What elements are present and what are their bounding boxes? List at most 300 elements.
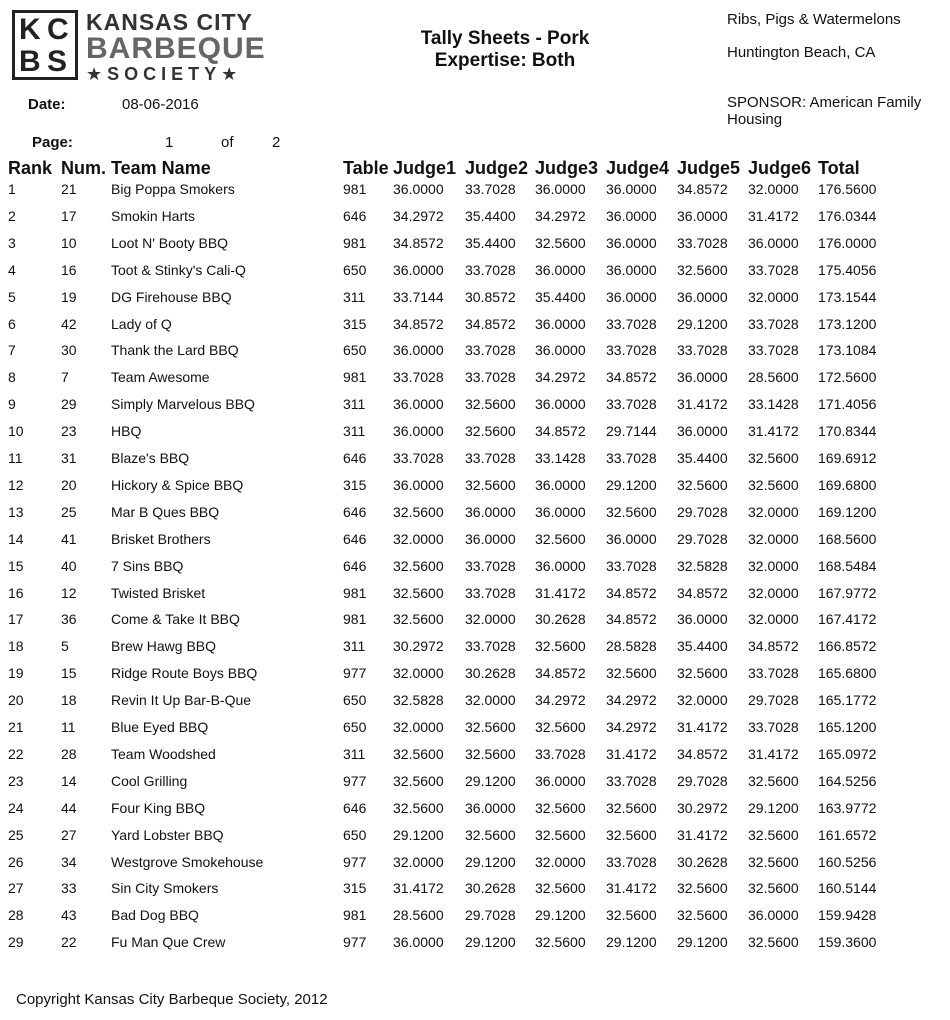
event-sponsor: SPONSOR: American Family Housing (727, 94, 922, 128)
cell-rank: 26 (8, 854, 24, 870)
cell-total: 173.1084 (818, 342, 877, 358)
cell-judge5: 35.4400 (677, 450, 728, 466)
cell-judge3: 32.5600 (535, 827, 586, 843)
cell-judge4: 29.1200 (606, 477, 657, 493)
cell-team-name: Smokin Harts (111, 208, 196, 224)
cell-judge2: 32.5600 (465, 719, 516, 735)
cell-judge4: 36.0000 (606, 289, 657, 305)
cell-team-name: Cool Grilling (111, 773, 188, 789)
column-header-judge1: Judge1 (393, 158, 457, 178)
cell-table: 646 (343, 800, 367, 816)
cell-judge6: 32.5600 (748, 477, 799, 493)
logo-line-society: ★SOCIETY★ (86, 64, 243, 84)
cell-judge3: 34.2972 (535, 208, 586, 224)
cell-judge5: 29.1200 (677, 316, 728, 332)
cell-num: 23 (61, 423, 77, 439)
cell-rank: 21 (8, 719, 24, 735)
cell-table: 650 (343, 719, 367, 735)
logo-line-kansas-city: KANSAS CITY (86, 9, 253, 35)
cell-judge3: 36.0000 (535, 477, 586, 493)
cell-table: 981 (343, 585, 367, 601)
cell-team-name: Twisted Brisket (111, 585, 206, 601)
cell-judge6: 32.0000 (748, 531, 799, 547)
cell-judge2: 30.8572 (465, 289, 516, 305)
cell-judge5: 31.4172 (677, 719, 728, 735)
cell-table: 646 (343, 450, 367, 466)
cell-rank: 5 (8, 289, 16, 305)
cell-judge1: 36.0000 (393, 934, 444, 950)
cell-judge5: 30.2628 (677, 854, 728, 870)
cell-team-name: Brisket Brothers (111, 531, 211, 547)
cell-total: 176.0000 (818, 235, 877, 251)
report-title-line1: Tally Sheets - Pork (420, 28, 590, 49)
cell-team-name: DG Firehouse BBQ (111, 289, 232, 305)
cell-judge3: 36.0000 (535, 181, 586, 197)
cell-judge1: 32.0000 (393, 531, 444, 547)
cell-num: 31 (61, 450, 77, 466)
cell-table: 311 (343, 289, 366, 305)
logo-letter-k: K (19, 13, 41, 46)
cell-judge5: 31.4172 (677, 396, 728, 412)
cell-judge2: 30.2628 (465, 880, 516, 896)
cell-judge5: 29.1200 (677, 934, 728, 950)
cell-judge1: 31.4172 (393, 880, 444, 896)
cell-rank: 22 (8, 746, 24, 762)
cell-judge6: 32.5600 (748, 880, 799, 896)
kcbs-logo-mark (12, 10, 78, 80)
cell-num: 7 (61, 369, 69, 385)
page-total: 2 (272, 134, 281, 151)
cell-judge5: 36.0000 (677, 289, 728, 305)
cell-judge3: 36.0000 (535, 342, 586, 358)
cell-judge1: 32.5600 (393, 746, 444, 762)
report-title (390, 28, 620, 72)
cell-judge5: 34.8572 (677, 585, 728, 601)
cell-judge3: 34.8572 (535, 665, 586, 681)
cell-judge2: 29.7028 (465, 907, 516, 923)
cell-judge3: 32.0000 (535, 854, 586, 870)
cell-judge5: 32.5600 (677, 665, 728, 681)
cell-num: 12 (61, 585, 77, 601)
column-header-judge6: Judge6 (748, 158, 812, 178)
cell-total: 167.9772 (818, 585, 877, 601)
cell-judge2: 33.7028 (465, 558, 516, 574)
cell-rank: 8 (8, 369, 16, 385)
cell-judge5: 36.0000 (677, 208, 728, 224)
cell-judge2: 33.7028 (465, 585, 516, 601)
cell-judge2: 32.0000 (465, 611, 516, 627)
cell-num: 5 (61, 638, 69, 654)
cell-table: 977 (343, 934, 367, 950)
kcbs-logo (12, 10, 282, 85)
cell-judge5: 34.8572 (677, 746, 728, 762)
cell-rank: 23 (8, 773, 24, 789)
cell-judge2: 32.5600 (465, 396, 516, 412)
column-header-total: Total (818, 158, 860, 178)
cell-judge4: 36.0000 (606, 235, 657, 251)
cell-num: 11 (61, 719, 76, 735)
cell-total: 160.5256 (818, 854, 877, 870)
cell-judge5: 32.5828 (677, 558, 728, 574)
cell-table: 650 (343, 827, 367, 843)
cell-total: 167.4172 (818, 611, 877, 627)
cell-rank: 3 (8, 235, 16, 251)
cell-judge1: 32.0000 (393, 665, 444, 681)
cell-judge1: 34.8572 (393, 316, 444, 332)
cell-judge4: 34.8572 (606, 611, 657, 627)
cell-judge1: 36.0000 (393, 423, 444, 439)
cell-judge2: 35.4400 (465, 208, 516, 224)
cell-total: 169.1200 (818, 504, 877, 520)
cell-team-name: Team Awesome (111, 369, 210, 385)
cell-table: 981 (343, 369, 367, 385)
cell-judge3: 36.0000 (535, 396, 586, 412)
cell-judge5: 32.0000 (677, 692, 728, 708)
cell-num: 28 (61, 746, 77, 762)
cell-judge5: 29.7028 (677, 531, 728, 547)
cell-total: 159.3600 (818, 934, 877, 950)
cell-judge6: 34.8572 (748, 638, 799, 654)
cell-num: 10 (61, 235, 77, 251)
cell-num: 20 (61, 477, 77, 493)
cell-rank: 14 (8, 531, 24, 547)
cell-team-name: Bad Dog BBQ (111, 907, 199, 923)
cell-table: 981 (343, 611, 367, 627)
cell-judge5: 31.4172 (677, 827, 728, 843)
cell-judge3: 32.5600 (535, 880, 586, 896)
column-header-judge2: Judge2 (465, 158, 529, 178)
kcbs-logo-wordmark (86, 10, 266, 84)
cell-judge2: 30.2628 (465, 665, 516, 681)
cell-judge5: 29.7028 (677, 773, 728, 789)
cell-team-name: Thank the Lard BBQ (111, 342, 239, 358)
cell-team-name: Blaze's BBQ (111, 450, 190, 466)
cell-judge2: 32.5600 (465, 746, 516, 762)
cell-table: 311 (343, 746, 366, 762)
cell-rank: 13 (8, 504, 24, 520)
cell-rank: 24 (8, 800, 24, 816)
cell-table: 311 (343, 423, 366, 439)
cell-num: 33 (61, 880, 77, 896)
logo-letter-c: C (47, 13, 69, 46)
cell-table: 981 (343, 181, 367, 197)
logo-letter-s: S (47, 45, 68, 78)
cell-total: 160.5144 (818, 880, 877, 896)
cell-team-name: Hickory & Spice BBQ (111, 477, 244, 493)
cell-judge1: 33.7028 (393, 450, 444, 466)
cell-judge5: 33.7028 (677, 342, 728, 358)
cell-judge4: 34.2972 (606, 719, 657, 735)
cell-judge3: 35.4400 (535, 289, 586, 305)
cell-judge3: 32.5600 (535, 531, 586, 547)
cell-rank: 1 (8, 181, 16, 197)
cell-judge4: 36.0000 (606, 531, 657, 547)
cell-judge6: 28.5600 (748, 369, 799, 385)
cell-judge3: 32.5600 (535, 800, 586, 816)
cell-judge1: 32.5600 (393, 585, 444, 601)
cell-judge1: 32.0000 (393, 719, 444, 735)
cell-judge4: 32.5600 (606, 827, 657, 843)
cell-judge4: 31.4172 (606, 880, 657, 896)
cell-total: 163.9772 (818, 800, 877, 816)
cell-judge6: 33.7028 (748, 262, 799, 278)
cell-judge1: 30.2972 (393, 638, 444, 654)
cell-judge6: 32.0000 (748, 611, 799, 627)
cell-judge1: 32.5600 (393, 558, 444, 574)
cell-rank: 7 (8, 342, 16, 358)
cell-team-name: Come & Take It BBQ (111, 611, 240, 627)
cell-judge6: 32.0000 (748, 289, 799, 305)
cell-judge4: 33.7028 (606, 854, 657, 870)
cell-judge3: 36.0000 (535, 558, 586, 574)
cell-rank: 2 (8, 208, 16, 224)
cell-num: 42 (61, 316, 77, 332)
cell-total: 161.6572 (818, 827, 877, 843)
cell-table: 315 (343, 316, 367, 332)
cell-judge4: 29.1200 (606, 934, 657, 950)
cell-num: 34 (61, 854, 77, 870)
cell-judge2: 29.1200 (465, 854, 516, 870)
cell-judge1: 32.5600 (393, 504, 444, 520)
cell-judge2: 33.7028 (465, 638, 516, 654)
cell-table: 311 (343, 638, 366, 654)
cell-judge5: 32.5600 (677, 880, 728, 896)
cell-judge4: 36.0000 (606, 262, 657, 278)
cell-judge6: 31.4172 (748, 423, 799, 439)
cell-rank: 10 (8, 423, 24, 439)
cell-judge4: 32.5600 (606, 800, 657, 816)
cell-total: 175.4056 (818, 262, 877, 278)
cell-num: 41 (61, 531, 77, 547)
date-label: Date: (28, 96, 66, 113)
cell-judge6: 36.0000 (748, 907, 799, 923)
cell-total: 159.9428 (818, 907, 877, 923)
cell-num: 16 (61, 262, 77, 278)
cell-judge6: 33.7028 (748, 719, 799, 735)
cell-judge2: 32.0000 (465, 692, 516, 708)
cell-total: 168.5600 (818, 531, 877, 547)
cell-judge4: 29.7144 (606, 423, 657, 439)
page-of: of (221, 134, 234, 151)
cell-total: 165.1772 (818, 692, 877, 708)
column-header-judge4: Judge4 (606, 158, 670, 178)
cell-judge6: 32.5600 (748, 773, 799, 789)
column-header-judge3: Judge3 (535, 158, 599, 178)
cell-table: 315 (343, 880, 367, 896)
cell-rank: 28 (8, 907, 24, 923)
cell-total: 165.0972 (818, 746, 877, 762)
cell-total: 173.1544 (818, 289, 877, 305)
cell-num: 14 (61, 773, 77, 789)
cell-rank: 6 (8, 316, 16, 332)
cell-judge6: 33.7028 (748, 342, 799, 358)
cell-judge4: 28.5828 (606, 638, 657, 654)
cell-table: 315 (343, 477, 367, 493)
cell-total: 169.6912 (818, 450, 877, 466)
cell-judge3: 34.2972 (535, 369, 586, 385)
cell-judge5: 30.2972 (677, 800, 728, 816)
cell-judge6: 32.5600 (748, 450, 799, 466)
cell-rank: 12 (8, 477, 24, 493)
cell-rank: 25 (8, 827, 24, 843)
column-header-rank: Rank (8, 158, 53, 178)
cell-judge2: 36.0000 (465, 800, 516, 816)
cell-rank: 27 (8, 880, 24, 896)
cell-judge2: 29.1200 (465, 773, 516, 789)
cell-judge6: 33.7028 (748, 665, 799, 681)
cell-judge2: 32.5600 (465, 477, 516, 493)
cell-total: 173.1200 (818, 316, 877, 332)
cell-judge6: 32.0000 (748, 181, 799, 197)
column-header-judge5: Judge5 (677, 158, 741, 178)
cell-judge2: 34.8572 (465, 316, 516, 332)
cell-judge1: 32.5600 (393, 800, 444, 816)
report-title-line2: Expertise: Both (434, 50, 576, 71)
cell-judge5: 36.0000 (677, 611, 728, 627)
cell-rank: 17 (8, 611, 24, 627)
cell-team-name: Lady of Q (111, 316, 172, 332)
cell-judge1: 36.0000 (393, 342, 444, 358)
cell-rank: 16 (8, 585, 24, 601)
cell-judge3: 32.5600 (535, 719, 586, 735)
cell-num: 22 (61, 934, 77, 950)
cell-judge2: 35.4400 (465, 235, 516, 251)
cell-judge3: 36.0000 (535, 773, 586, 789)
cell-total: 165.6800 (818, 665, 877, 681)
cell-judge6: 32.5600 (748, 854, 799, 870)
cell-num: 15 (61, 665, 77, 681)
cell-num: 29 (61, 396, 77, 412)
cell-judge2: 33.7028 (465, 450, 516, 466)
cell-judge2: 33.7028 (465, 181, 516, 197)
cell-judge4: 32.5600 (606, 907, 657, 923)
cell-team-name: Toot & Stinky's Cali-Q (111, 262, 246, 278)
cell-judge3: 34.2972 (535, 692, 586, 708)
cell-judge1: 36.0000 (393, 181, 444, 197)
column-header-table: Table (343, 158, 389, 178)
cell-judge1: 29.1200 (393, 827, 444, 843)
cell-judge4: 34.2972 (606, 692, 657, 708)
cell-table: 977 (343, 854, 367, 870)
cell-team-name: Four King BBQ (111, 800, 206, 816)
cell-judge6: 31.4172 (748, 208, 799, 224)
cell-judge6: 36.0000 (748, 235, 799, 251)
cell-judge5: 35.4400 (677, 638, 728, 654)
column-header-num: Num. (61, 158, 106, 178)
cell-rank: 29 (8, 934, 24, 950)
cell-team-name: Revin It Up Bar-B-Que (111, 692, 252, 708)
cell-rank: 20 (8, 692, 24, 708)
cell-total: 164.5256 (818, 773, 877, 789)
cell-judge2: 33.7028 (465, 369, 516, 385)
cell-total: 168.5484 (818, 558, 877, 574)
cell-judge5: 33.7028 (677, 235, 728, 251)
cell-judge6: 31.4172 (748, 746, 799, 762)
cell-judge6: 32.0000 (748, 558, 799, 574)
cell-judge3: 32.5600 (535, 638, 586, 654)
cell-team-name: Westgrove Smokehouse (111, 854, 264, 870)
cell-team-name: Simply Marvelous BBQ (111, 396, 255, 412)
cell-num: 17 (61, 208, 77, 224)
cell-judge5: 34.8572 (677, 181, 728, 197)
cell-judge2: 33.7028 (465, 342, 516, 358)
cell-table: 650 (343, 692, 367, 708)
cell-judge5: 32.5600 (677, 477, 728, 493)
cell-judge3: 29.1200 (535, 907, 586, 923)
cell-judge4: 36.0000 (606, 208, 657, 224)
cell-judge6: 32.5600 (748, 827, 799, 843)
logo-letter-b: B (19, 45, 41, 78)
cell-judge6: 33.1428 (748, 396, 799, 412)
cell-judge6: 32.0000 (748, 585, 799, 601)
cell-table: 981 (343, 235, 367, 251)
cell-total: 172.5600 (818, 369, 877, 385)
cell-total: 176.5600 (818, 181, 877, 197)
cell-table: 981 (343, 907, 367, 923)
cell-team-name: 7 Sins BBQ (111, 558, 184, 574)
cell-judge1: 36.0000 (393, 262, 444, 278)
cell-judge4: 31.4172 (606, 746, 657, 762)
cell-table: 646 (343, 558, 367, 574)
cell-judge1: 32.5828 (393, 692, 444, 708)
cell-total: 176.0344 (818, 208, 877, 224)
cell-team-name: Ridge Route Boys BBQ (111, 665, 258, 681)
cell-judge3: 32.5600 (535, 235, 586, 251)
cell-judge5: 36.0000 (677, 423, 728, 439)
cell-judge3: 31.4172 (535, 585, 586, 601)
cell-num: 40 (61, 558, 77, 574)
column-header-team-name: Team Name (111, 158, 211, 178)
cell-judge4: 34.8572 (606, 369, 657, 385)
cell-table: 650 (343, 342, 367, 358)
cell-total: 169.6800 (818, 477, 877, 493)
cell-judge6: 29.7028 (748, 692, 799, 708)
cell-total: 170.8344 (818, 423, 877, 439)
cell-judge1: 32.0000 (393, 854, 444, 870)
cell-judge1: 32.5600 (393, 773, 444, 789)
cell-judge1: 28.5600 (393, 907, 444, 923)
cell-team-name: Sin City Smokers (111, 880, 219, 896)
cell-judge4: 32.5600 (606, 665, 657, 681)
page-current: 1 (165, 134, 174, 151)
cell-judge1: 33.7028 (393, 369, 444, 385)
cell-judge5: 36.0000 (677, 369, 728, 385)
cell-total: 171.4056 (818, 396, 877, 412)
cell-judge6: 29.1200 (748, 800, 799, 816)
event-name: Ribs, Pigs & Watermelons (727, 11, 901, 28)
cell-judge3: 36.0000 (535, 316, 586, 332)
cell-judge6: 33.7028 (748, 316, 799, 332)
cell-num: 21 (61, 181, 77, 197)
cell-judge2: 36.0000 (465, 531, 516, 547)
cell-judge1: 34.8572 (393, 235, 444, 251)
cell-team-name: Fu Man Que Crew (111, 934, 226, 950)
cell-judge4: 33.7028 (606, 342, 657, 358)
cell-judge1: 32.5600 (393, 611, 444, 627)
cell-judge4: 33.7028 (606, 316, 657, 332)
cell-judge3: 36.0000 (535, 262, 586, 278)
cell-rank: 15 (8, 558, 24, 574)
cell-table: 977 (343, 773, 367, 789)
cell-judge4: 34.8572 (606, 585, 657, 601)
cell-num: 19 (61, 289, 77, 305)
cell-judge1: 34.2972 (393, 208, 444, 224)
cell-judge4: 33.7028 (606, 773, 657, 789)
cell-total: 165.1200 (818, 719, 877, 735)
cell-num: 44 (61, 800, 77, 816)
cell-team-name: Brew Hawg BBQ (111, 638, 217, 654)
cell-table: 646 (343, 531, 367, 547)
